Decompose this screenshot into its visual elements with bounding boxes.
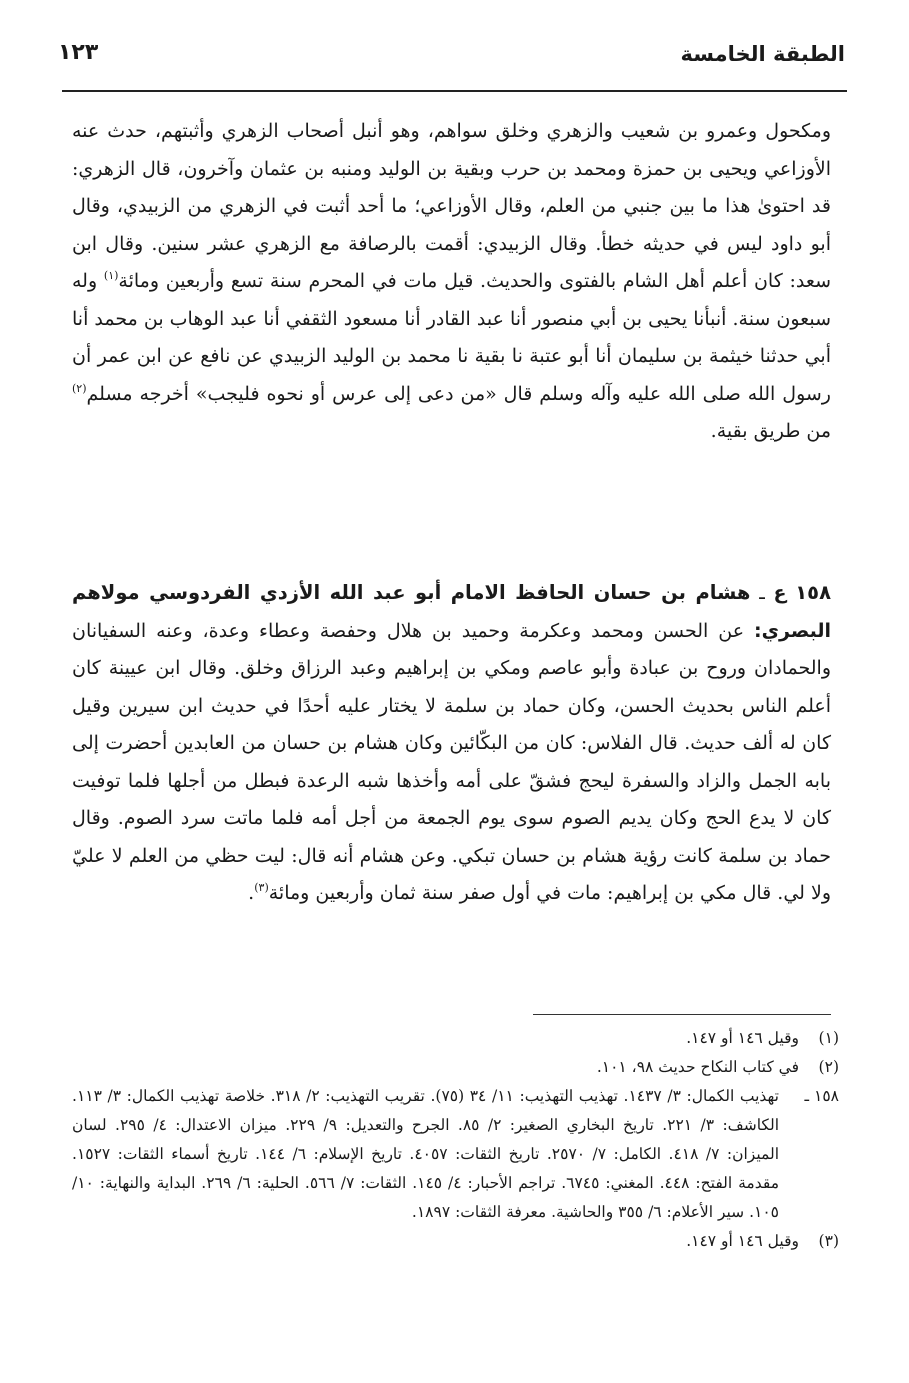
header-rule [62,90,847,92]
entry-label: البصري: [754,619,831,642]
footnote-ref: (١) [103,269,119,282]
footnote-text: في كتاب النكاح حديث ٩٨، ١٠١. [596,1058,799,1076]
entry-heading: هشام بن حسان الحافظ الامام أبو عبد الله الأزدي الفردوسي مولاهم [72,581,751,604]
footnote-text: وقيل ١٤٦ أو ١٤٧. [686,1029,799,1047]
entry-code: ع [773,582,787,604]
footnote [72,1053,839,1082]
body-text: . [248,882,255,904]
page-header [58,38,845,78]
footnotes [72,1024,839,1256]
footnote-number: (٣) [818,1232,839,1250]
footnote-text: تهذيب الكمال: ٣/ ١٤٣٧. تهذيب التهذيب: ١١/ ٣٤ (٧٥). تقريب التهذيب: ٢/ ٣١٨. خلاصة تهذيب الكمال: ٣/ ١١٣. الكاشف: ٣/ ٢٢١. تاريخ البخاري الصغير: ٢/ ٨٥. الجرح والتعديل: ٩/ ٢٢٩. ميزان الاعتدال: ٤/ ٢٩٥. لسان الميزان: ٧/ ٤١٨. الكامل: ٧/ ٢٥٧٠. تاريخ الثقات: ٤٠٥٧. تاريخ الإسلام: ٦/ ١٤٤. تاريخ أسماء الثقات: ١٥٢٧. مقدمة الفتح: ٤٤٨. المغني: ٦٧٤٥. تراجم الأحبار: ٤/ ١٤٥. الثقات: ٧/ ٥٦٦. الحلية: ٦/ ٢٦٩. البداية والنهاية: ١٠/ ١٠٥. سير الأعلام: ٦/ ٣٥٥ والحاشية. معرفة الثقات: ١٨٩٧. [72,1087,780,1221]
continued-entry-text [72,113,831,451]
footnote-ref: (٢) [72,381,87,395]
footnote-number: (١) [818,1029,839,1047]
body-text: من طريق بقية. [710,420,831,442]
footnote-number: (٢) [818,1058,839,1076]
footnote-rule [533,1014,831,1015]
biography-entry: ١٥٨ ع ـ هشام بن حسان الحافظ الامام أبو عبد الله الأزدي الفردوسي مولاهم البصري: عن الحسن ومحمد وعكرمة وحميد بن هلال وحفصة وعطاء وعدة، وعنه السفيانان والحمادان وروح بن عبادة وأبو عاصم ومكي بن إبراهيم وعبد الرزاق وخلق. وقال ابن عيينة كان أعلم الناس بحديث الحسن، وكان حماد بن سلمة لا يختار عليه أحدًا في حديث ابن سيرين وقيل كان له ألف حديث. قال الفلاس: كان من البكّائين وكان هشام بن حسان من العابدين أحضرت إلى بابه الجمل والزاد والسفرة ليحج فشقّ على أمه وأخذها شبه الرعدة فبطل من أجلها فلما توفيت كان لا يدع الحج وكان يديم الصوم سوى يوم الجمعة من أجل أمه فلما ماتت سرد الصوم. وقال حماد بن سلمة كانت رؤية هشام بن حسان تبكي. وعن هشام أنه قال: ليت حظي من العلم لا عليّ ولا لي. قال مكي بن إبراهيم: مات في أول صفر سنة ثمان وأربعين ومائة$^{(٣)}$. [72,581,831,904]
body-text: ومكحول وعمرو بن شعيب والزهري وخلق سواهم، وهو أنبل أصحاب الزهري وأثبتهم، حدث عنه الأوزاعي ويحيى بن حمزة ومحمد بن حرب وبقية بن الوليد ومنبه بن عثمان وآخرون، قال الزهري: قد احتوىٰ هذا ما بين جنبي من العلم، وقال الأوزاعي؛ ما أحد أثبت في الزهري من الزبيدي، وقال أبو داود ليس في حديثه خطأ. وقال الزبيدي: أقمت بالرصافة مع الزهري عشر سنين. وقال ابن سعد: كان أعلم أهل الشام بالفتوى والحديث. قيل مات في المحرم سنة تسع وأربعين ومائة [72,120,831,292]
footnote-sources [72,1082,839,1227]
page-number: ١٢٣ [58,40,99,65]
footnote [72,1024,839,1053]
footnote-number: ١٥٨ ـ [804,1087,839,1105]
footnote-ref: (٣) [254,881,269,894]
footnote [72,1227,839,1256]
body-text: وله سبعون سنة. أنبأنا يحيى بن أبي منصور أنا عبد القادر أنا مسعود الثقفي أنا عبد الوهاب بن محمد أنا أبي حدثنا خيثمة بن سليمان أنا أبو عتبة نا بقية نا محمد بن الوليد الزبيدي عن نافع عن ابن عمر أن رسول الله صلى الله عليه وآله وسلم قال «من دعى إلى عرس أو نحوه فليجب» أخرجه مسلم [72,270,831,405]
running-title: الطبقة الخامسة [680,42,845,66]
footnote-text: وقيل ١٤٦ أو ١٤٧. [686,1232,799,1250]
entry-number: ١٥٨ [795,581,831,604]
body-text: عن الحسن ومحمد وعكرمة وحميد بن هلال وحفصة وعطاء وعدة، وعنه السفيانان والحمادان وروح بن عبادة وأبو عاصم ومكي بن إبراهيم وعبد الرزاق وخلق. وقال ابن عيينة كان أعلم الناس بحديث الحسن، وكان حماد بن سلمة لا يختار عليه أحدًا في حديث ابن سيرين وقيل كان له ألف حديث. قال الفلاس: كان من البكّائين وكان هشام بن حسان من العابدين أحضرت إلى بابه الجمل والزاد والسفرة ليحج فشقّ على أمه وأخذها شبه الرعدة فبطل من أجلها فلما توفيت كان لا يدع الحج وكان يديم الصوم سوى يوم الجمعة من أجل أمه فلما ماتت سرد الصوم. وقال حماد بن سلمة كانت رؤية هشام بن حسان تبكي. وعن هشام أنه قال: ليت حظي من العلم لا عليّ ولا لي. قال مكي بن إبراهيم: مات في أول صفر سنة ثمان وأربعين ومائة [72,619,831,904]
